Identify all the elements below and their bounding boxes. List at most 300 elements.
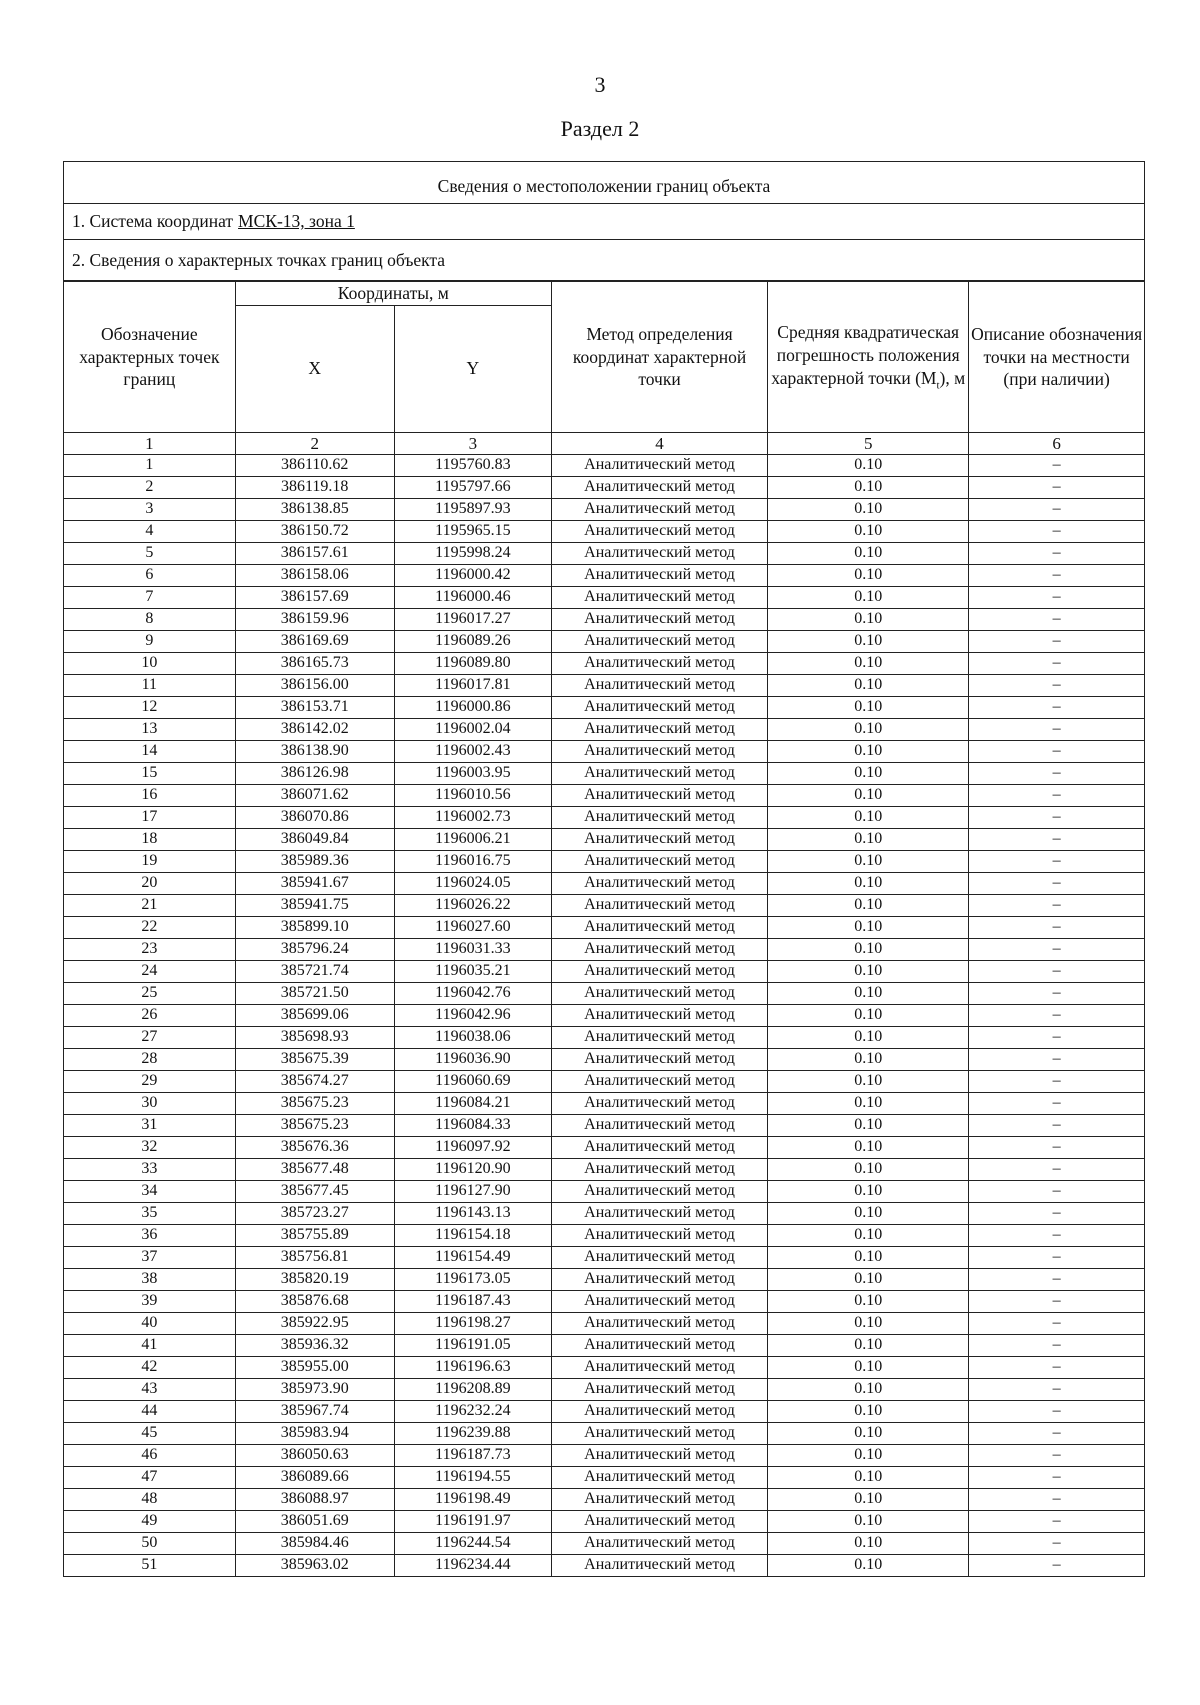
description-mark: – [969,850,1144,872]
coord-x: 386138.85 [235,498,394,520]
point-number: 21 [64,894,235,916]
description-mark: – [969,938,1144,960]
column-number: 1 [64,432,235,454]
coord-x: 386157.69 [235,586,394,608]
coord-y: 1196143.13 [394,1202,551,1224]
description-mark: – [969,1268,1144,1290]
description-mark: – [969,762,1144,784]
error-value: 0.10 [768,542,969,564]
table-row [64,1070,1144,1092]
description-mark: – [969,1290,1144,1312]
column-number: 4 [551,432,767,454]
point-number: 29 [64,1070,235,1092]
table-row [64,1004,1144,1026]
method: Аналитический метод [551,1356,767,1378]
table-row [64,1444,1144,1466]
error-value: 0.10 [768,1246,969,1268]
description-mark: – [969,1246,1144,1268]
description-mark: – [969,1136,1144,1158]
point-number: 36 [64,1224,235,1246]
table-row [64,960,1144,982]
point-number: 32 [64,1136,235,1158]
description-mark: – [969,916,1144,938]
method: Аналитический метод [551,454,767,476]
coord-x: 385755.89 [235,1224,394,1246]
method: Аналитический метод [551,608,767,630]
point-number: 18 [64,828,235,850]
coord-y: 1196038.06 [394,1026,551,1048]
error-value: 0.10 [768,1356,969,1378]
coord-x: 385941.67 [235,872,394,894]
method: Аналитический метод [551,1246,767,1268]
coord-y: 1196084.33 [394,1114,551,1136]
coord-x: 385967.74 [235,1400,394,1422]
coord-x: 386169.69 [235,630,394,652]
point-number: 48 [64,1488,235,1510]
coord-y: 1196042.96 [394,1004,551,1026]
header-coordinates: Координаты, м [235,282,551,306]
method: Аналитический метод [551,1202,767,1224]
point-number: 39 [64,1290,235,1312]
error-value: 0.10 [768,1202,969,1224]
header-x: X [235,305,394,432]
point-number: 37 [64,1246,235,1268]
coord-y: 1195897.93 [394,498,551,520]
method: Аналитический метод [551,1048,767,1070]
method: Аналитический метод [551,476,767,498]
coord-x: 385674.27 [235,1070,394,1092]
method: Аналитический метод [551,1312,767,1334]
table-row [64,1334,1144,1356]
method: Аналитический метод [551,498,767,520]
point-number: 49 [64,1510,235,1532]
method: Аналитический метод [551,872,767,894]
table-row [64,1466,1144,1488]
page-number: 3 [594,72,606,97]
point-number: 1 [64,454,235,476]
table-row [64,1378,1144,1400]
table-row [64,916,1144,938]
point-number: 46 [64,1444,235,1466]
error-value: 0.10 [768,872,969,894]
error-value: 0.10 [768,652,969,674]
table-row [64,1246,1144,1268]
coord-y: 1196010.56 [394,784,551,806]
method: Аналитический метод [551,1114,767,1136]
description-mark: – [969,1532,1144,1554]
coord-y: 1196089.26 [394,630,551,652]
method: Аналитический метод [551,542,767,564]
error-value: 0.10 [768,806,969,828]
description-mark: – [969,806,1144,828]
description-mark: – [969,1004,1144,1026]
coord-x: 385677.45 [235,1180,394,1202]
description-mark: – [969,1444,1144,1466]
header-point: Обозначение характерных точек границ [64,282,235,433]
method: Аналитический метод [551,1004,767,1026]
coord-x: 386089.66 [235,1466,394,1488]
coord-x: 385698.93 [235,1026,394,1048]
coord-x: 385677.48 [235,1158,394,1180]
column-number: 2 [235,432,394,454]
coord-y: 1196187.43 [394,1290,551,1312]
error-value: 0.10 [768,740,969,762]
table-row [64,784,1144,806]
method: Аналитический метод [551,520,767,542]
error-value: 0.10 [768,960,969,982]
coord-x: 385721.50 [235,982,394,1004]
header-error: Средняя квадратическая погрешность положения характерной точки $(M_t)$, м [768,282,969,433]
table-row [64,1554,1144,1576]
coord-y: 1195998.24 [394,542,551,564]
point-number: 44 [64,1400,235,1422]
description-mark: – [969,960,1144,982]
point-number: 17 [64,806,235,828]
coord-y: 1195797.66 [394,476,551,498]
table-row [64,630,1144,652]
point-number: 23 [64,938,235,960]
error-value: 0.10 [768,630,969,652]
table-row [64,828,1144,850]
method: Аналитический метод [551,850,767,872]
coord-x: 386050.63 [235,1444,394,1466]
method: Аналитический метод [551,674,767,696]
error-value: 0.10 [768,1444,969,1466]
error-value: 0.10 [768,1554,969,1576]
error-value: 0.10 [768,1070,969,1092]
table-row [64,1202,1144,1224]
method: Аналитический метод [551,1092,767,1114]
description-mark: – [969,652,1144,674]
description-mark: – [969,894,1144,916]
method: Аналитический метод [551,916,767,938]
description-mark: – [969,520,1144,542]
coord-y: 1196194.55 [394,1466,551,1488]
table-row [64,1268,1144,1290]
error-value: 0.10 [768,1334,969,1356]
point-number: 9 [64,630,235,652]
point-number: 27 [64,1026,235,1048]
coord-x: 385941.75 [235,894,394,916]
point-number: 35 [64,1202,235,1224]
coord-y: 1196035.21 [394,960,551,982]
error-value: 0.10 [768,696,969,718]
method: Аналитический метод [551,1378,767,1400]
method: Аналитический метод [551,1510,767,1532]
coord-y: 1196016.75 [394,850,551,872]
table-row [64,762,1144,784]
method: Аналитический метод [551,696,767,718]
error-value: 0.10 [768,1224,969,1246]
point-number: 25 [64,982,235,1004]
description-mark: – [969,476,1144,498]
error-value: 0.10 [768,1422,969,1444]
method: Аналитический метод [551,1532,767,1554]
coord-x: 385756.81 [235,1246,394,1268]
error-value: 0.10 [768,1400,969,1422]
error-value: 0.10 [768,674,969,696]
description-mark: – [969,1334,1144,1356]
error-value: 0.10 [768,1026,969,1048]
table-row [64,982,1144,1004]
error-value: 0.10 [768,564,969,586]
point-number: 10 [64,652,235,674]
method: Аналитический метод [551,784,767,806]
table-row [64,564,1144,586]
method: Аналитический метод [551,564,767,586]
coord-x: 385922.95 [235,1312,394,1334]
description-mark: – [969,1158,1144,1180]
coord-x: 386049.84 [235,828,394,850]
description-mark: – [969,784,1144,806]
error-value: 0.10 [768,1510,969,1532]
coord-y: 1196000.42 [394,564,551,586]
coord-x: 386142.02 [235,718,394,740]
description-mark: – [969,982,1144,1004]
coord-y: 1196026.22 [394,894,551,916]
coord-x: 386153.71 [235,696,394,718]
error-value: 0.10 [768,762,969,784]
table-row [64,1224,1144,1246]
description-mark: – [969,674,1144,696]
error-value: 0.10 [768,476,969,498]
error-value: 0.10 [768,1158,969,1180]
table-row [64,1532,1144,1554]
description-mark: – [969,498,1144,520]
column-numbers-row [64,432,1144,454]
coord-y: 1196006.21 [394,828,551,850]
point-number: 33 [64,1158,235,1180]
coord-y: 1196187.73 [394,1444,551,1466]
error-value: 0.10 [768,1466,969,1488]
point-number: 8 [64,608,235,630]
table-row [64,806,1144,828]
coord-x: 386150.72 [235,520,394,542]
error-value: 0.10 [768,1532,969,1554]
coord-y: 1196042.76 [394,982,551,1004]
coord-y: 1196024.05 [394,872,551,894]
error-value: 0.10 [768,1488,969,1510]
coord-y: 1196234.44 [394,1554,551,1576]
coord-y: 1196173.05 [394,1268,551,1290]
coord-x: 386126.98 [235,762,394,784]
coord-x: 385955.00 [235,1356,394,1378]
table-row [64,1114,1144,1136]
coord-y: 1196003.95 [394,762,551,784]
coord-x: 385936.32 [235,1334,394,1356]
point-number: 30 [64,1092,235,1114]
coord-x: 385963.02 [235,1554,394,1576]
coord-y: 1196000.86 [394,696,551,718]
point-number: 16 [64,784,235,806]
point-number: 6 [64,564,235,586]
table-row [64,1136,1144,1158]
method: Аналитический метод [551,1290,767,1312]
description-mark: – [969,1114,1144,1136]
description-mark: – [969,564,1144,586]
method: Аналитический метод [551,1554,767,1576]
method: Аналитический метод [551,1026,767,1048]
point-number: 3 [64,498,235,520]
error-value: 0.10 [768,718,969,740]
method: Аналитический метод [551,762,767,784]
description-mark: – [969,1224,1144,1246]
table-row [64,1356,1144,1378]
description-mark: – [969,1510,1144,1532]
table-row [64,520,1144,542]
method: Аналитический метод [551,1224,767,1246]
table-row [64,674,1144,696]
point-number: 19 [64,850,235,872]
method: Аналитический метод [551,1466,767,1488]
coord-y: 1196084.21 [394,1092,551,1114]
point-number: 40 [64,1312,235,1334]
table-row [64,1092,1144,1114]
point-number: 28 [64,1048,235,1070]
table-row [64,740,1144,762]
description-mark: – [969,1400,1144,1422]
description-mark: – [969,608,1144,630]
point-number: 11 [64,674,235,696]
point-number: 43 [64,1378,235,1400]
method: Аналитический метод [551,1268,767,1290]
points-table [64,281,1144,1576]
coordinate-system-label: 1. Система координат [72,211,234,231]
description-mark: – [969,1202,1144,1224]
table-row [64,586,1144,608]
coord-x: 385973.90 [235,1378,394,1400]
method: Аналитический метод [551,828,767,850]
coord-x: 385820.19 [235,1268,394,1290]
description-mark: – [969,1092,1144,1114]
table-row [64,476,1144,498]
description-mark: – [969,740,1144,762]
table-row [64,894,1144,916]
description-mark: – [969,1422,1144,1444]
coordinate-system-value: МСК-13, зона 1 [238,211,355,231]
table-row [64,1422,1144,1444]
description-mark: – [969,1356,1144,1378]
coord-x: 385675.39 [235,1048,394,1070]
method: Аналитический метод [551,586,767,608]
point-number: 12 [64,696,235,718]
error-value: 0.10 [768,828,969,850]
coord-y: 1196017.81 [394,674,551,696]
description-mark: – [969,1180,1144,1202]
coord-y: 1196208.89 [394,1378,551,1400]
coord-y: 1196191.05 [394,1334,551,1356]
method: Аналитический метод [551,1070,767,1092]
coord-x: 386157.61 [235,542,394,564]
coord-x: 386156.00 [235,674,394,696]
coord-x: 385699.06 [235,1004,394,1026]
coord-y: 1196120.90 [394,1158,551,1180]
description-mark: – [969,1070,1144,1092]
point-number: 26 [64,1004,235,1026]
column-number: 3 [394,432,551,454]
coord-x: 385796.24 [235,938,394,960]
point-number: 45 [64,1422,235,1444]
description-mark: – [969,454,1144,476]
description-mark: – [969,828,1144,850]
coord-y: 1196060.69 [394,1070,551,1092]
coord-y: 1196154.18 [394,1224,551,1246]
method: Аналитический метод [551,1422,767,1444]
coord-x: 385721.74 [235,960,394,982]
description-mark: – [969,1048,1144,1070]
method: Аналитический метод [551,806,767,828]
block-title: Сведения о местоположении границ объекта [64,162,1144,204]
method: Аналитический метод [551,740,767,762]
coord-y: 1196002.73 [394,806,551,828]
table-row [64,454,1144,476]
coord-y: 1196244.54 [394,1532,551,1554]
point-number: 47 [64,1466,235,1488]
header-y: Y [394,305,551,432]
coord-y: 1196154.49 [394,1246,551,1268]
error-value: 0.10 [768,1180,969,1202]
error-value: 0.10 [768,1004,969,1026]
coord-y: 1196198.27 [394,1312,551,1334]
point-number: 51 [64,1554,235,1576]
method: Аналитический метод [551,652,767,674]
point-number: 38 [64,1268,235,1290]
coord-y: 1196127.90 [394,1180,551,1202]
method: Аналитический метод [551,1180,767,1202]
coord-x: 385984.46 [235,1532,394,1554]
method: Аналитический метод [551,982,767,1004]
coord-x: 386138.90 [235,740,394,762]
coord-y: 1196196.63 [394,1356,551,1378]
header-description: Описание обозначения точки на местности (при наличии) [969,282,1144,433]
coord-y: 1196000.46 [394,586,551,608]
error-value: 0.10 [768,1378,969,1400]
coord-x: 386088.97 [235,1488,394,1510]
coord-x: 386071.62 [235,784,394,806]
table-row [64,1400,1144,1422]
coord-x: 386165.73 [235,652,394,674]
description-mark: – [969,1554,1144,1576]
coord-x: 385989.36 [235,850,394,872]
method: Аналитический метод [551,1136,767,1158]
error-value: 0.10 [768,1268,969,1290]
error-value: 0.10 [768,894,969,916]
table-row [64,696,1144,718]
coord-x: 385675.23 [235,1092,394,1114]
description-mark: – [969,1378,1144,1400]
table-row [64,1488,1144,1510]
error-value: 0.10 [768,1136,969,1158]
method: Аналитический метод [551,1158,767,1180]
coord-x: 385675.23 [235,1114,394,1136]
error-value: 0.10 [768,520,969,542]
method: Аналитический метод [551,630,767,652]
description-mark: – [969,718,1144,740]
description-mark: – [969,872,1144,894]
table-row [64,850,1144,872]
description-mark: – [969,1312,1144,1334]
table-row [64,608,1144,630]
coord-x: 386159.96 [235,608,394,630]
coord-x: 385876.68 [235,1290,394,1312]
coord-y: 1196017.27 [394,608,551,630]
method: Аналитический метод [551,1334,767,1356]
coord-y: 1196002.43 [394,740,551,762]
table-row [64,718,1144,740]
coord-y: 1195760.83 [394,454,551,476]
method: Аналитический метод [551,718,767,740]
method: Аналитический метод [551,1488,767,1510]
